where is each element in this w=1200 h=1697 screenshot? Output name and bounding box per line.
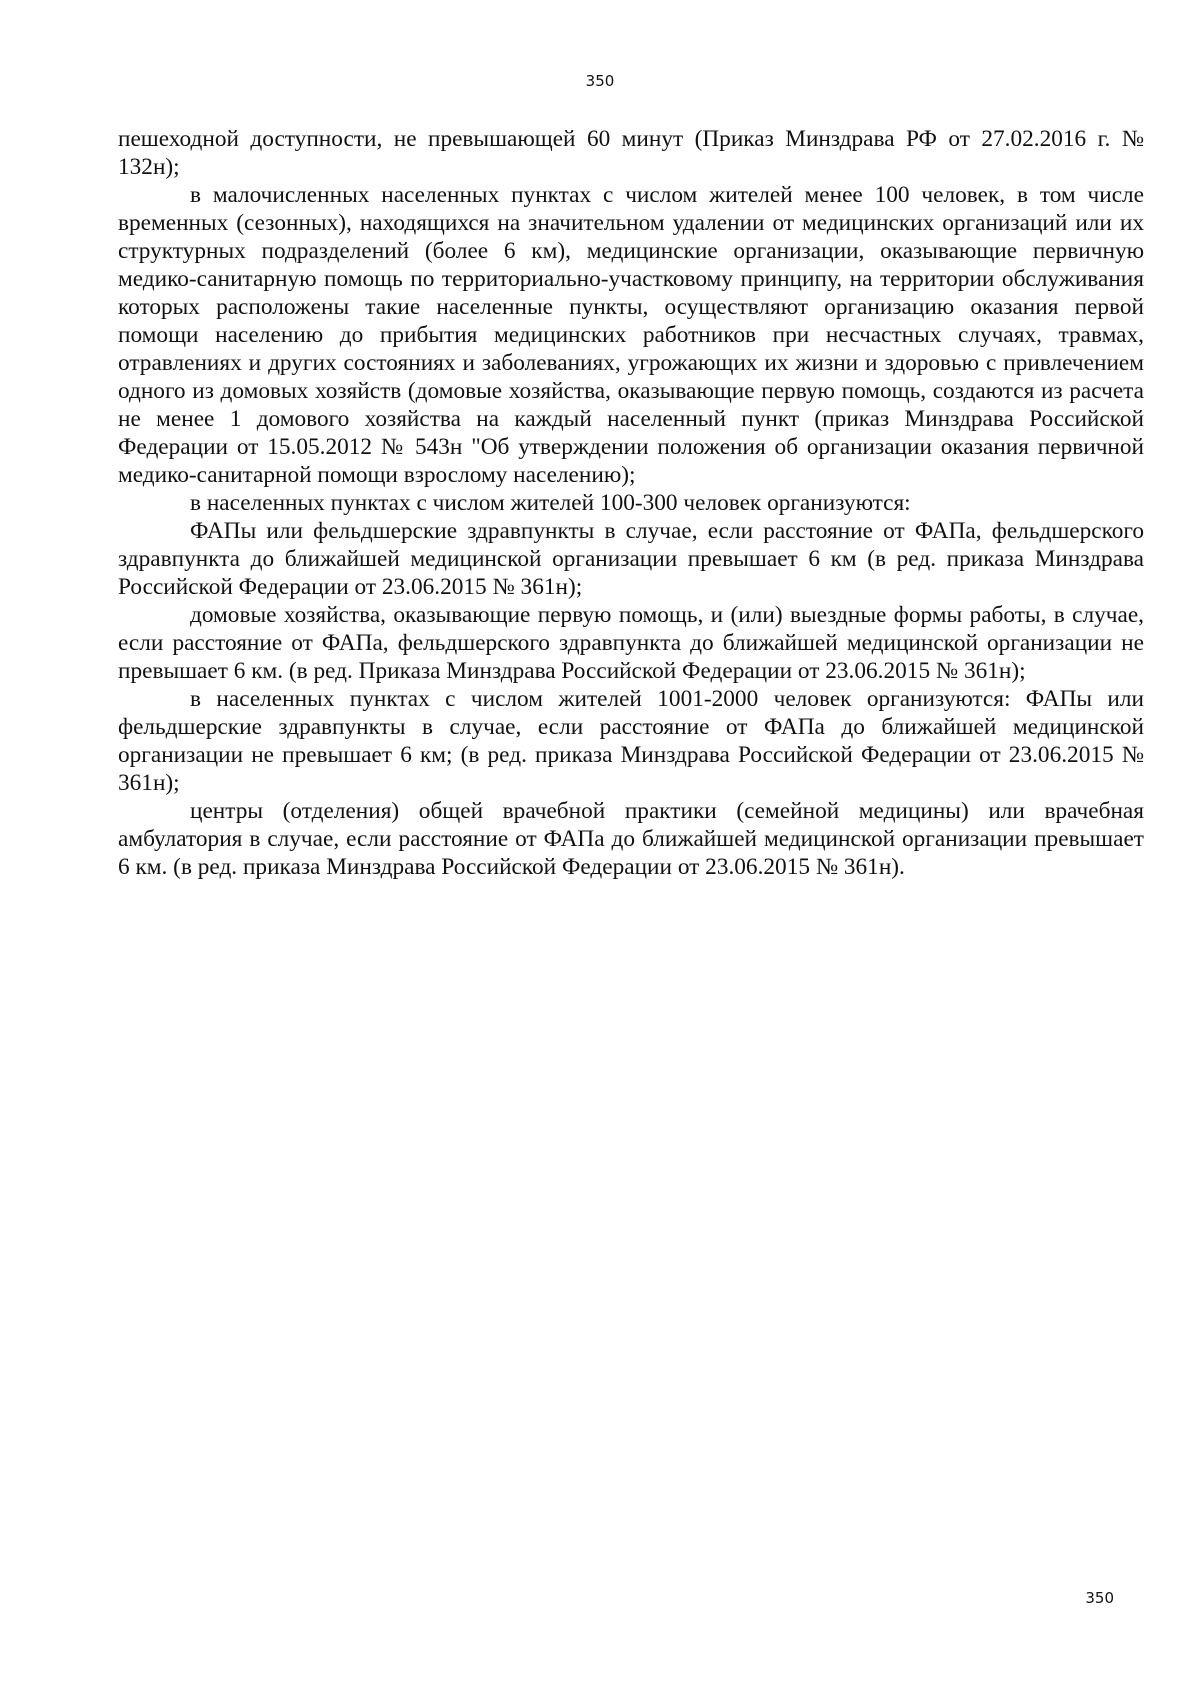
paragraph-6: в населенных пунктах с числом жителей 1001-2000 человек организуются: ФАПы или фельдшерские здравпункты в случае, если расстояние от ФАПа до ближайшей медицинской организации не превышает 6 км; (в ред. приказа Минздрава Российской Федерации от 23.06.2015 № 361н); xyxy=(118,686,1144,796)
document-body xyxy=(118,125,1144,881)
page-number-top: 350 xyxy=(585,72,615,90)
paragraph-3: в населенных пунктах с числом жителей 100-300 человек организуются: xyxy=(190,490,911,516)
paragraph-5: домовые хозяйства, оказывающие первую помощь, и (или) выездные формы работы, в случае, если расстояние от ФАПа, фельдшерского здравпункта до ближайшей медицинской организации не превышает 6 км. (в ред. Приказа Минздрава Российской Федерации от 23.06.2015 № 361н); xyxy=(118,602,1144,684)
paragraph-1: пешеходной доступности, не превышающей 60 минут (Приказ Минздрава РФ от 27.02.2016 г. № 132н); xyxy=(118,126,1144,180)
page-number-bottom: 350 xyxy=(1085,1589,1114,1607)
paragraph-4: ФАПы или фельдшерские здравпункты в случае, если расстояние от ФАПа, фельдшерского здравпункта до ближайшей медицинской организации превышает 6 км (в ред. приказа Минздрава Российской Федерации от 23.06.2015 № 361н); xyxy=(118,518,1144,600)
paragraph-2: в малочисленных населенных пунктах с числом жителей менее 100 человек, в том числе временных (сезонных), находящихся на значительном удалении от медицинских организаций или их структурных подразделений (более 6 км), медицинские организации, оказывающие первичную медико-санитарную помощь по территориально-участковому принципу, на территории обслуживания которых расположены такие населенные пункты, осуществляют организацию оказания первой помощи населению до прибытия медицинских работников при несчастных случаях, травмах, отравлениях и других состояниях и заболеваниях, угрожающих их жизни и здоровью с привлечением одного из домовых хозяйств (домовые хозяйства, оказывающие первую помощь, создаются из расчета не менее 1 домового хозяйства на каждый населенный пункт (приказ Минздрава Российской Федерации от 15.05.2012 № 543н "Об утверждении положения об организации оказания первичной медико-санитарной помощи взрослому населению); xyxy=(118,182,1144,488)
paragraph-7: центры (отделения) общей врачебной практики (семейной медицины) или врачебная амбулатория в случае, если расстояние от ФАПа до ближайшей медицинской организации превышает 6 км. (в ред. приказа Минздрава Российской Федерации от 23.06.2015 № 361н). xyxy=(118,798,1144,880)
